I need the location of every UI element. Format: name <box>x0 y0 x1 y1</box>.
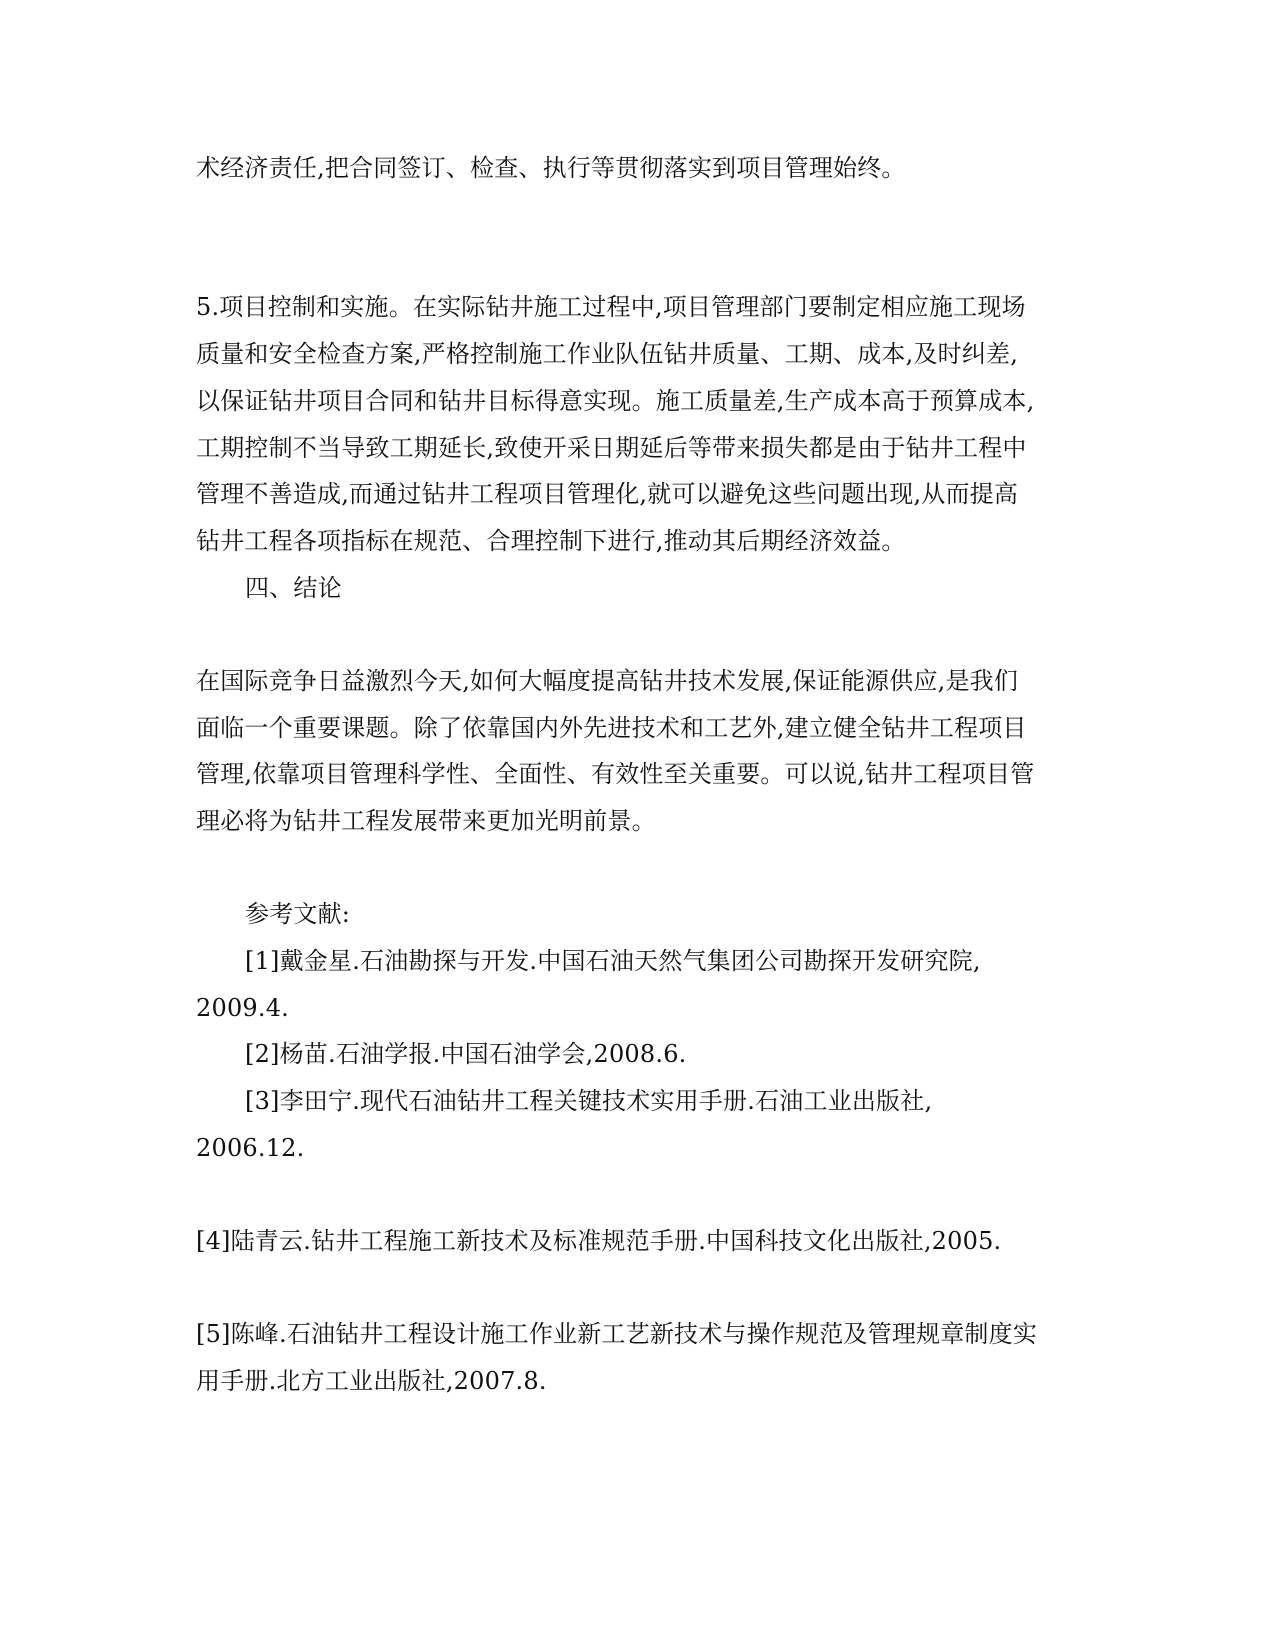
conclusion-line: 在国际竞争日益激烈今天,如何大幅度提高钻井技术发展,保证能源供应,是我们 <box>196 667 1019 695</box>
section-5-line: 以保证钻井项目合同和钻井目标得意实现。施工质量差,生产成本高于预算成本, <box>196 387 1035 415</box>
conclusion-line: 理必将为钻井工程发展带来更加光明前景。 <box>196 807 656 835</box>
reference-5-cont: 用手册.北方工业出版社,2007.8. <box>196 1367 547 1395</box>
section-5-line: 钻井工程各项指标在规范、合理控制下进行,推动其后期经济效益。 <box>196 527 906 555</box>
conclusion-line: 面临一个重要课题。除了依靠国内外先进技术和工艺外,建立健全钻井工程项目 <box>196 714 1027 742</box>
references-heading: 参考文献: <box>245 900 351 928</box>
section-5-line: 工期控制不当导致工期延长,致使开采日期延后等带来损失都是由于钻井工程中 <box>196 434 1027 462</box>
reference-3: [3]李田宁.现代石油钻井工程关键技术实用手册.石油工业出版社, <box>245 1087 933 1115</box>
reference-2: [2]杨苗.石油学报.中国石油学会,2008.6. <box>245 1040 687 1068</box>
reference-1-cont: 2009.4. <box>196 994 290 1022</box>
reference-5: [5]陈峰.石油钻井工程设计施工作业新工艺新技术与操作规范及管理规章制度实 <box>196 1320 1038 1348</box>
paragraph-line: 术经济责任,把合同签订、检查、执行等贯彻落实到项目管理始终。 <box>196 154 906 182</box>
reference-1: [1]戴金星.石油勘探与开发.中国石油天然气集团公司勘探开发研究院, <box>245 947 981 975</box>
reference-3-cont: 2006.12. <box>196 1134 305 1162</box>
reference-4: [4]陆青云.钻井工程施工新技术及标准规范手册.中国科技文化出版社,2005. <box>196 1227 1002 1255</box>
section-5-line: 质量和安全检查方案,严格控制施工作业队伍钻井质量、工期、成本,及时纠差, <box>196 340 1019 368</box>
section-5-line: 5.项目控制和实施。在实际钻井施工过程中,项目管理部门要制定相应施工现场 <box>196 293 1026 321</box>
conclusion-line: 管理,依靠项目管理科学性、全面性、有效性至关重要。可以说,钻井工程项目管 <box>196 760 1035 788</box>
section-5-line: 管理不善造成,而通过钻井工程项目管理化,就可以避免这些问题出现,从而提高 <box>196 480 1019 508</box>
conclusion-heading: 四、结论 <box>245 574 342 602</box>
